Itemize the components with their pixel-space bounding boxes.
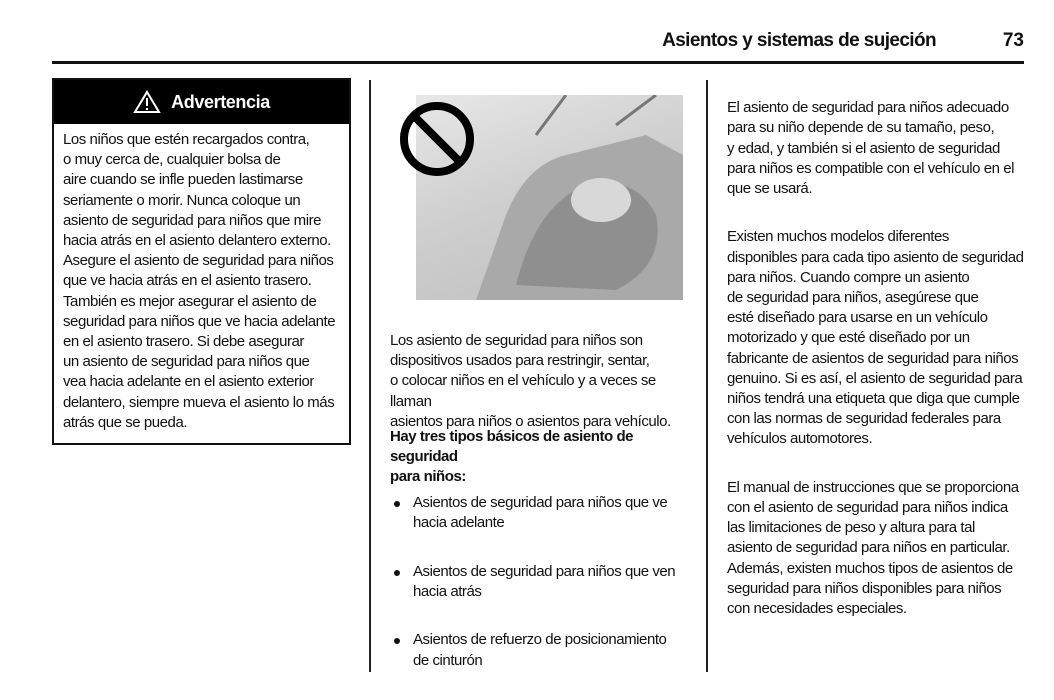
warning-header (54, 80, 349, 124)
header-rule (52, 61, 1024, 64)
list-heading: Hay tres tipos básicos de asiento de seguridad para niños: (390, 428, 634, 486)
column-divider (369, 80, 371, 672)
seat-types-list (390, 473, 695, 699)
right-column (727, 78, 1032, 647)
paragraph: El manual de instrucciones que se proporciona con el asiento de seguridad para niños indica las limitaciones de peso y altura para tal asiento de seguridad para niños en particular. Además, existen muchos tipos de asientos de seguridad para niños disponibles para niños con necesidades especiales. (727, 478, 1019, 618)
warning-title: Advertencia (171, 91, 270, 112)
list-item: Asientos de refuerzo de posicionamiento de cinturón (390, 630, 695, 670)
paragraph: El asiento de seguridad para niños adecuado para su niño depende de su tamaño, peso, y edad, y también si el asiento de seguridad para niños es compatible con el vehículo en el que se usará. (727, 99, 1014, 198)
warning-text: Los niños que estén recargados contra, o muy cerca de, cualquier bolsa de aire cuando se infle pueden lastimarse seriamente o morir. Nunca coloque un asiento de seguridad para niños que mire hacia atrás en el asiento delantero externo. Asegure el asiento de seguridad para niños que ve hacia atrás en el asiento trasero. También es mejor asegurar el asiento de seguridad para niños que ve hacia adelante en el asiento trasero. Si debe asegurar un asiento de seguridad para niños que vea hacia adelante en el asiento exterior delantero, siempre mueva el asiento lo más atrás que se pueda. (63, 131, 336, 431)
warning-triangle-icon (133, 90, 161, 114)
paragraph: Existen muchos modelos diferentes disponibles para cada tipo asiento de seguridad para niños. Cuando compre un asiento de seguridad para niños, asegúrese que esté diseñado para usarse en un vehículo motorizado y que esté diseñado por un fabricante de asientos de seguridad para niños genuino. Si es así, el asiento de seguridad para niños tendrá una etiqueta que diga que cumple con las normas de seguridad federales para vehículos automotores. (727, 228, 1024, 448)
column-divider (706, 80, 708, 672)
page-number: 73 (1002, 30, 1024, 51)
prohibited-icon (398, 100, 476, 178)
child-seat-description: Los asiento de seguridad para niños son dispositivos usados para restringir, sentar, o colocar niños en el vehículo y a veces se llaman asientos para niños o asientos para vehículo. (390, 332, 671, 430)
list-item: Asientos de seguridad para niños que ven hacia atrás (390, 562, 695, 602)
section-title: Asientos y sistemas de sujeción (662, 30, 936, 51)
warning-box (52, 78, 351, 445)
list-item: Asientos de seguridad para niños que ve hacia adelante (390, 493, 695, 533)
